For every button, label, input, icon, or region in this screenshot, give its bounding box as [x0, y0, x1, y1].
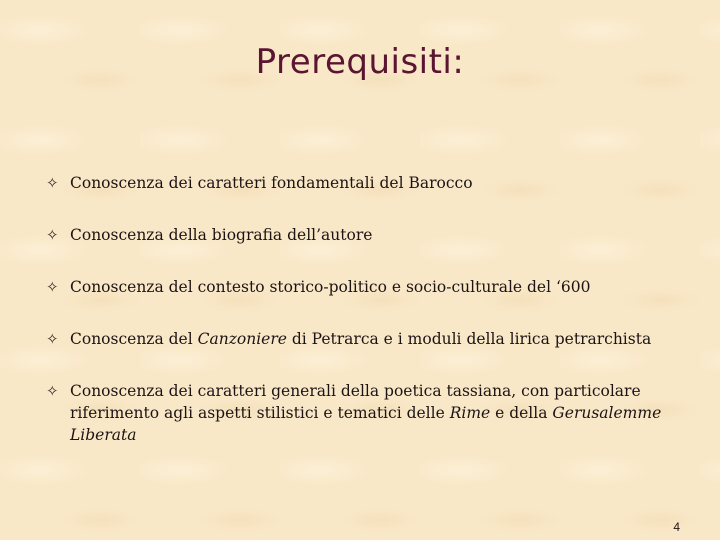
bullet-text	[70, 330, 651, 348]
bullet-item	[46, 224, 666, 246]
four-pointed-star-icon: ✧	[46, 174, 59, 192]
work-title: Gerusalemme Liberata	[70, 404, 662, 444]
bullet-list	[46, 172, 666, 446]
slide-title: Prerequisiti:	[255, 42, 465, 82]
bullet-text: Conoscenza della biografia dell’autore	[70, 226, 373, 244]
bullet-item	[46, 172, 666, 194]
bullet-text: Conoscenza del contesto storico-politico e socio-culturale del ‘600	[70, 278, 591, 296]
bullet-item	[46, 380, 666, 446]
four-pointed-star-icon: ✧	[46, 330, 59, 348]
work-title: Canzoniere	[197, 330, 287, 348]
bullet-item	[46, 328, 666, 350]
bullet-text: Conoscenza dei caratteri fondamentali del Barocco	[70, 174, 473, 192]
bullet-text-part: di Petrarca e i moduli della lirica petrarchista	[286, 330, 652, 348]
bullet-text	[70, 382, 661, 444]
bullet-text-part: e della	[490, 404, 553, 422]
bullet-text-part: Conoscenza dei caratteri generali della poetica tassiana, con particolare riferimento agli aspetti stilistici e tematici delle	[70, 382, 641, 422]
bullet-item	[46, 276, 666, 298]
page-number: 4	[673, 520, 680, 534]
bullet-text-part: Conoscenza del	[70, 330, 198, 348]
four-pointed-star-icon: ✧	[46, 382, 59, 400]
work-title: Rime	[449, 404, 491, 422]
four-pointed-star-icon: ✧	[46, 278, 59, 296]
four-pointed-star-icon: ✧	[46, 226, 59, 244]
